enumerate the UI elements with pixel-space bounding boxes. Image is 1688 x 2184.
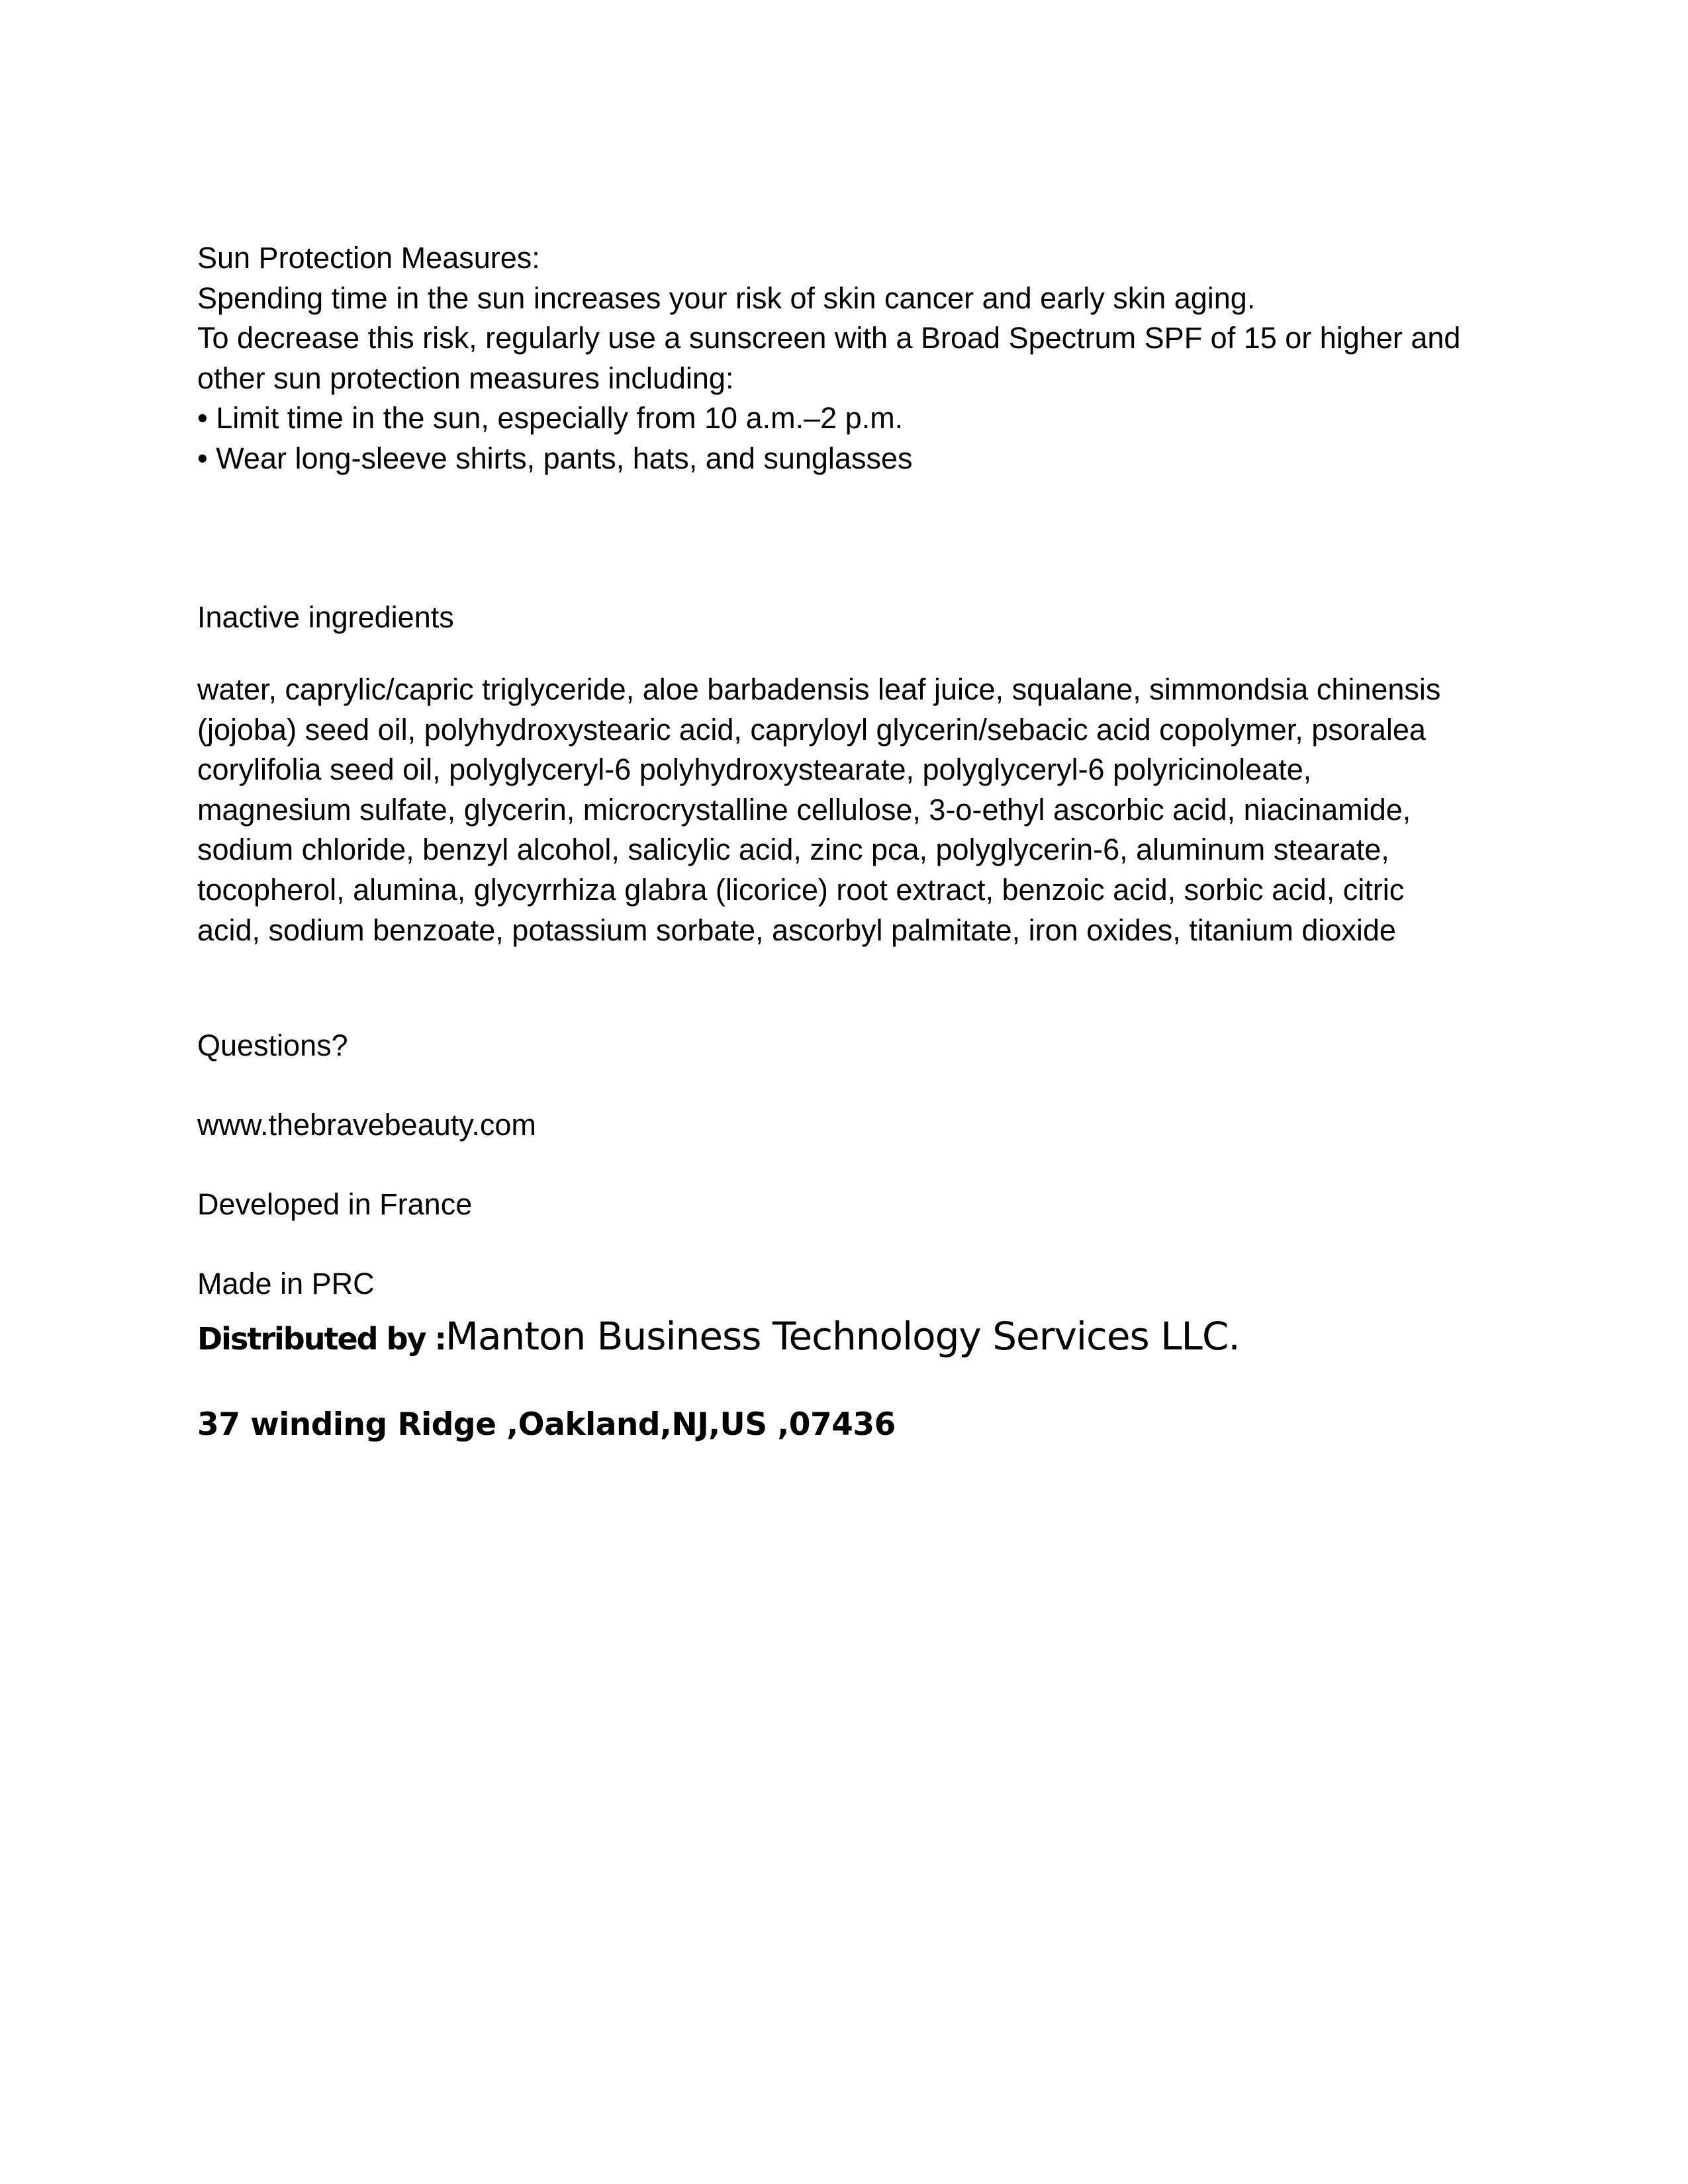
made-in-text: Made in PRC [197, 1267, 375, 1300]
ingredients-line: corylifolia seed oil, polyglyceryl-6 polyhydroxystearate, polyglyceryl-6 polyricinoleate, [197, 752, 1312, 787]
ingredients-line: acid, sodium benzoate, potassium sorbate, ascorbyl palmitate, iron oxides, titanium dioxide [197, 913, 1396, 947]
sun-protection-bullet: • Limit time in the sun, especially from 10 a.m.–2 p.m. [197, 401, 904, 435]
ingredients-line: water, caprylic/capric triglyceride, aloe barbadensis leaf juice, squalane, simmondsia chinensis [197, 672, 1441, 706]
ingredients-line: (jojoba) seed oil, polyhydroxystearic acid, capryloyl glycerin/sebacic acid copolymer, psoralea [197, 712, 1426, 747]
developed-in-text: Developed in France [197, 1187, 473, 1221]
distributor-label: Distributed by : [197, 1321, 445, 1357]
sun-protection-section [197, 238, 1508, 479]
sun-protection-heading: Sun Protection Measures: [197, 241, 540, 275]
distributor-line [197, 1314, 1587, 1359]
questions-label: Questions? [197, 1028, 348, 1062]
distributor-name: Manton Business Technology Services LLC. [445, 1314, 1240, 1359]
ingredients-line: magnesium sulfate, glycerin, microcrystalline cellulose, 3-o-ethyl ascorbic acid, niacinamide, [197, 792, 1411, 827]
inactive-ingredients-heading: Inactive ingredients [197, 600, 454, 634]
distributor-address: 37 winding Ridge ,Oakland,NJ,US ,07436 [197, 1406, 896, 1443]
sun-protection-line: other sun protection measures including: [197, 361, 734, 395]
sun-protection-bullet: • Wear long-sleeve shirts, pants, hats, and sunglasses [197, 441, 913, 475]
ingredients-line: sodium chloride, benzyl alcohol, salicylic acid, zinc pca, polyglycerin-6, aluminum stearate, [197, 833, 1389, 867]
sun-protection-line: Spending time in the sun increases your risk of skin cancer and early skin aging. [197, 281, 1256, 315]
sun-protection-line: To decrease this risk, regularly use a sunscreen with a Broad Spectrum SPF of 15 or higher and [197, 321, 1461, 355]
website-link[interactable]: www.thebravebeauty.com [197, 1108, 536, 1142]
ingredients-line: tocopherol, alumina, glycyrrhiza glabra (licorice) root extract, benzoic acid, sorbic acid, citric [197, 872, 1405, 907]
inactive-ingredients-list [197, 670, 1508, 950]
